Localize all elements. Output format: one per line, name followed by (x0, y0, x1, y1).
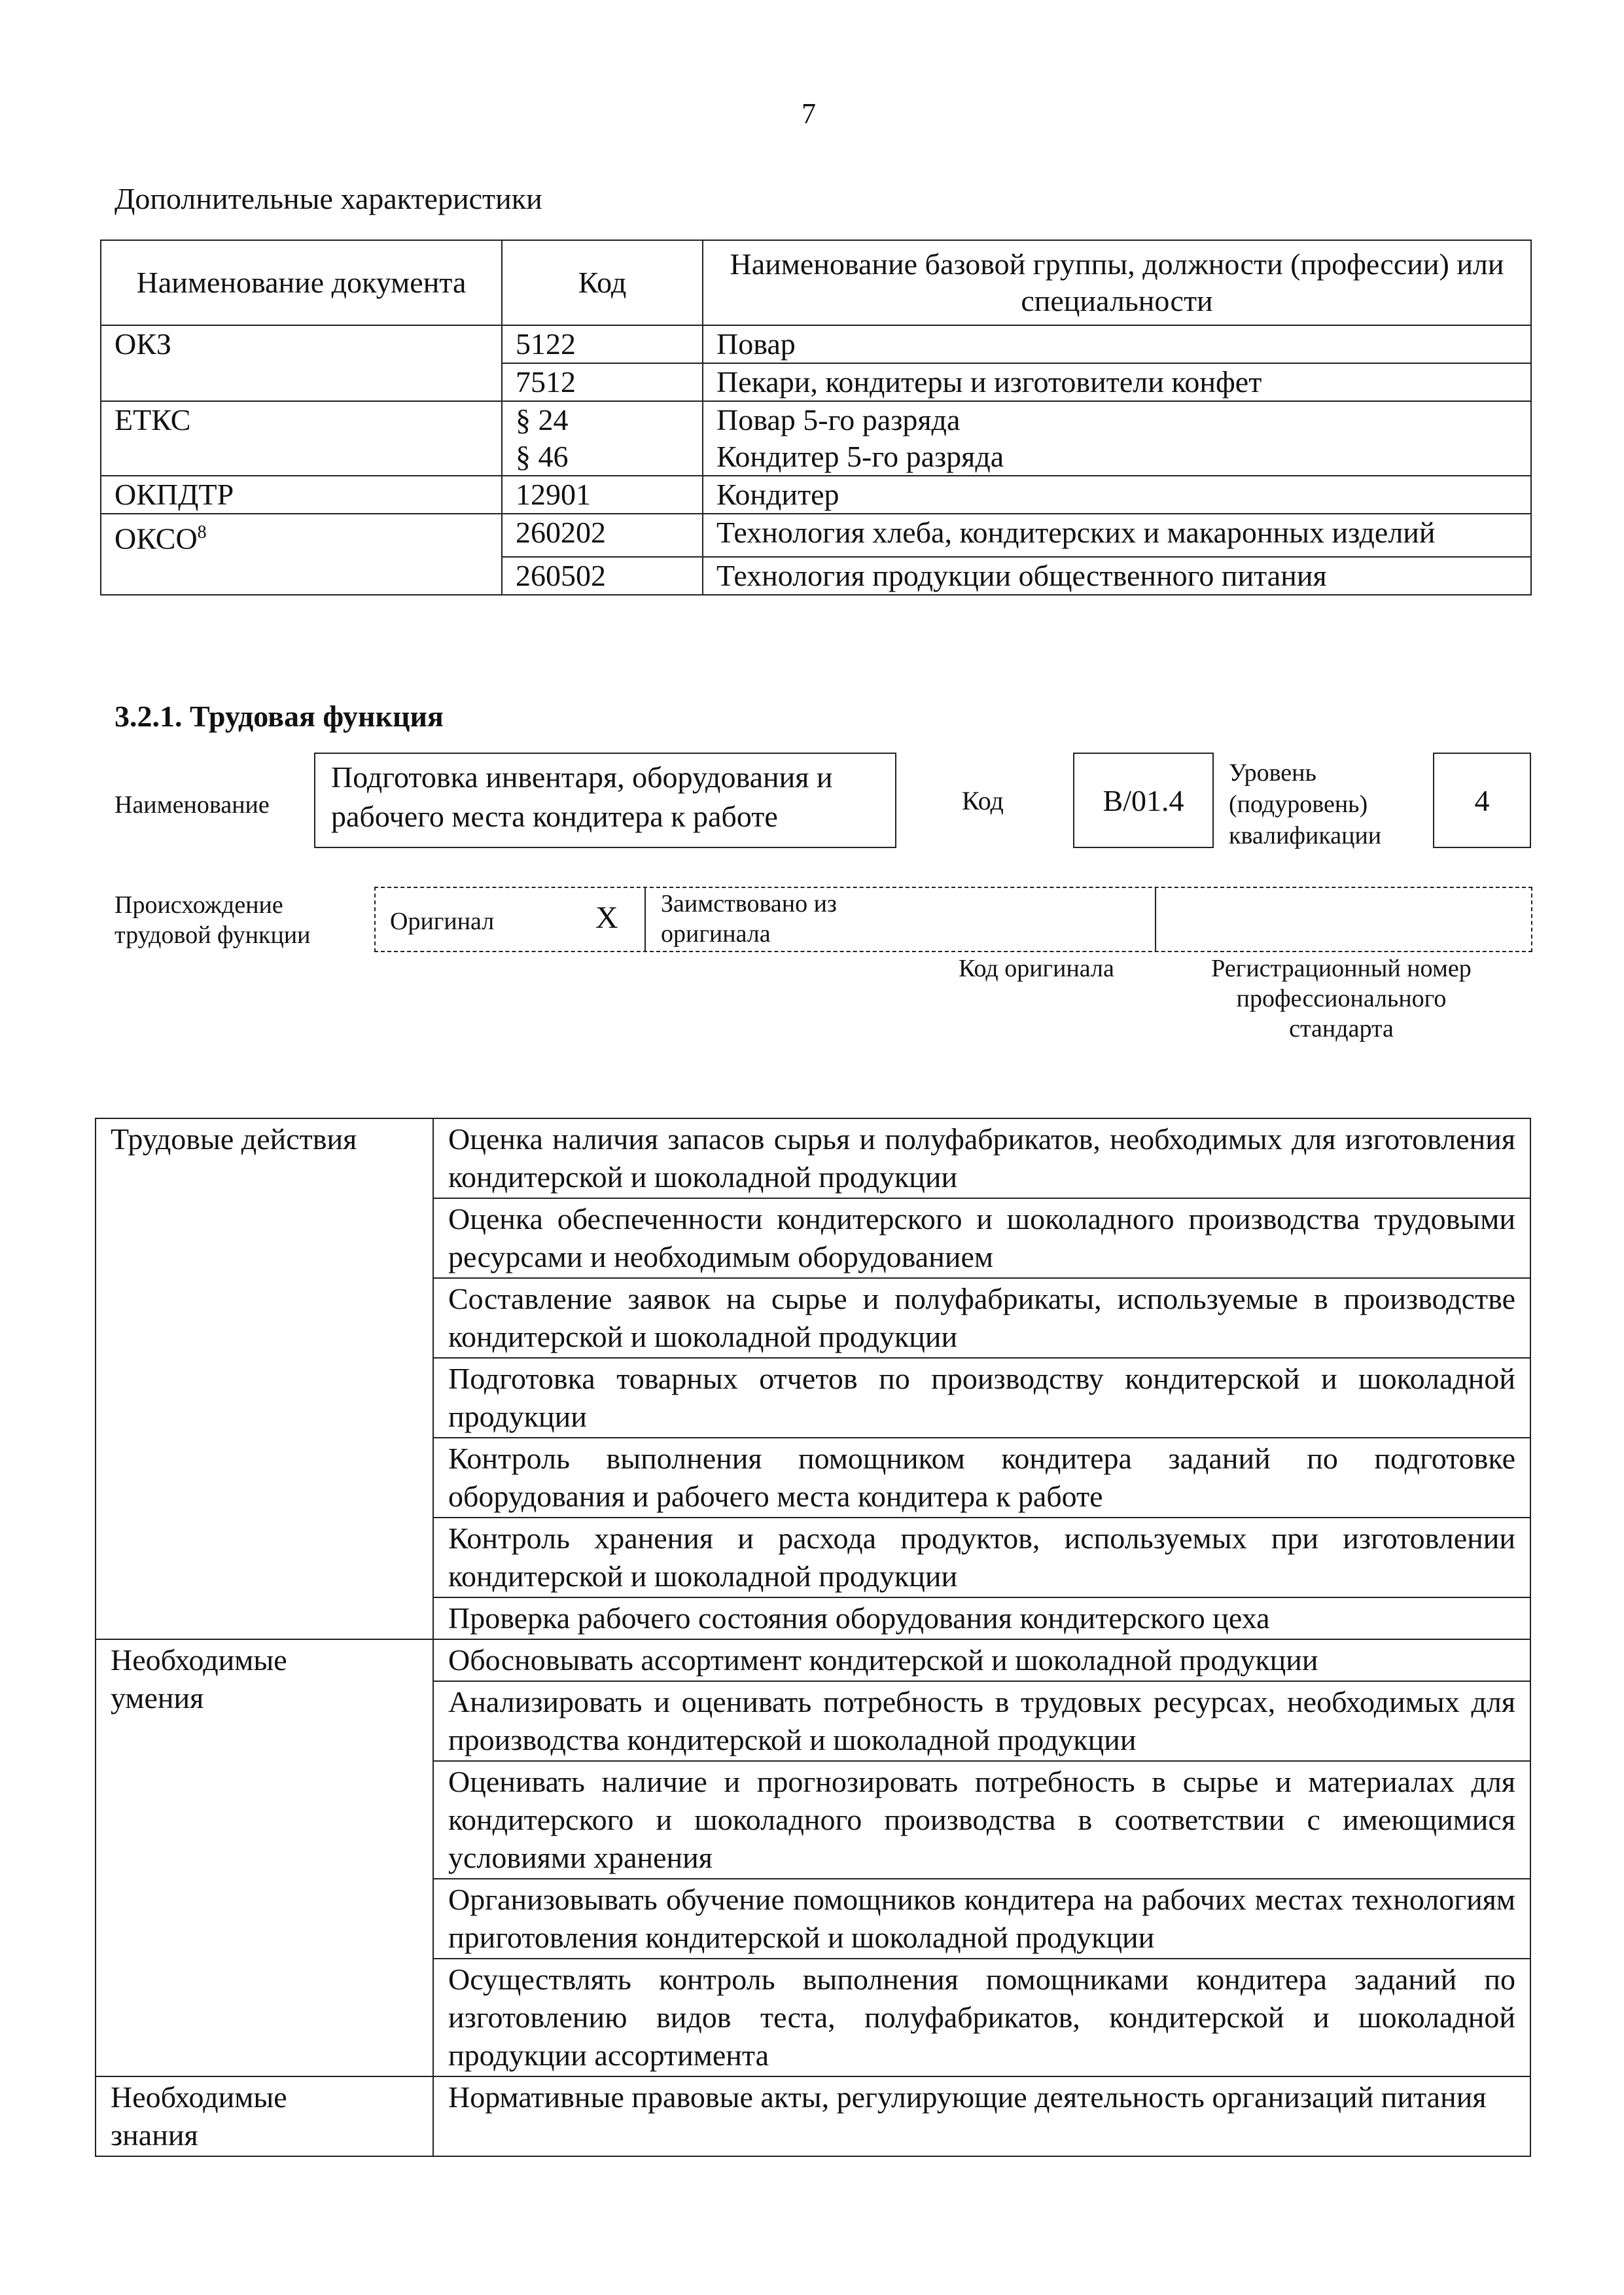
level-box (1433, 753, 1531, 848)
action-item: Составление заявок на сырье и полуфабрикаты, используемые в производстве кондитерской и шоколадной продукции (433, 1278, 1530, 1358)
cell-name (703, 401, 1531, 476)
cell-code: 7512 (502, 363, 703, 401)
table-row (101, 363, 1531, 401)
code-value: B/01.4 (1103, 783, 1184, 817)
table-row (101, 401, 1531, 476)
table-row (96, 2076, 1530, 2156)
header-doc: Наименование документа (101, 240, 502, 325)
knowledge-label-text: Необходимые знания (111, 2080, 287, 2152)
cell-code: 260202 (502, 514, 703, 557)
action-item: Проверка рабочего состояния оборудования кондитерского цеха (433, 1597, 1530, 1639)
cell-doc (101, 401, 502, 476)
cell-code: 260502 (502, 557, 703, 595)
original-label: Оригинал (390, 908, 495, 935)
level-value: 4 (1474, 783, 1490, 817)
cell-doc-text: ОКСО (115, 522, 198, 556)
cell-doc (101, 363, 502, 401)
origin-box (374, 887, 1532, 952)
borrowed-label: Заимствовано из оригинала (661, 890, 837, 948)
additional-title: Дополнительные характеристики (115, 182, 542, 215)
table-row (101, 514, 1531, 557)
skills-label (96, 1639, 433, 2076)
cell-code (502, 401, 703, 476)
cell-name: Технология хлеба, кондитерских и макаронных изделий (703, 514, 1531, 557)
table-row (101, 325, 1531, 363)
section-title: 3.2.1. Трудовая функция (115, 700, 444, 733)
reg-number-caption: Регистрационный номер профессионального стандарта (1211, 955, 1472, 1042)
cell-name: Технология продукции общественного питания (703, 557, 1531, 595)
table-row (101, 557, 1531, 595)
table-row (96, 1118, 1530, 1198)
actions-label (96, 1118, 433, 1639)
actions-label-text: Трудовые действия (111, 1122, 357, 1156)
skill-item: Осуществлять контроль выполнения помощниками кондитера заданий по изготовлению видов теста, полуфабрикатов, кондитерской и шоколадной продукции ассортимента (433, 1959, 1530, 2076)
function-name-box (314, 753, 896, 848)
knowledge-item: Нормативные правовые акты, регулирующие деятельность организаций питания (433, 2076, 1530, 2156)
name-label: Наименование (115, 791, 270, 819)
original-code-caption: Код оригинала (959, 955, 1114, 982)
header-name: Наименование базовой группы, должности (профессии) или специальности (703, 240, 1531, 325)
skill-item: Организовывать обучение помощников кондитера на рабочих местах технологиям приготовления кондитерской и шоколадной продукции (433, 1879, 1530, 1959)
cell-doc: ОКЗ (101, 325, 502, 363)
code-label: Код (962, 786, 1004, 815)
cell-name: Повар (703, 325, 1531, 363)
details-table (95, 1118, 1531, 2157)
table-header-row (101, 240, 1531, 325)
knowledge-label (96, 2076, 433, 2156)
footnote-mark: 8 (197, 522, 207, 543)
action-item: Контроль выполнения помощником кондитера заданий по подготовке оборудования и рабочего места кондитера к работе (433, 1438, 1530, 1518)
cell-doc-text: ЕТКС (115, 403, 191, 436)
skill-item: Оценивать наличие и прогнозировать потребность в сырье и материалах для кондитерского и шоколадного производства в соответствии с имеющимися условиями хранения (433, 1761, 1530, 1879)
code-box (1073, 753, 1214, 848)
action-item: Оценка наличия запасов сырья и полуфабрикатов, необходимых для изготовления кондитерской и шоколадной продукции (433, 1118, 1530, 1198)
code-line: § 24 (516, 403, 569, 436)
action-item: Подготовка товарных отчетов по производству кондитерской и шоколадной продукции (433, 1358, 1530, 1438)
cell-doc (101, 557, 502, 595)
divider (1155, 887, 1156, 952)
code-line: § 46 (516, 440, 569, 473)
origin-label: Происхождение трудовой функции (115, 891, 311, 949)
cell-doc: ОКПДТР (101, 476, 502, 514)
function-name: Подготовка инвентаря, оборудования и рабочего места кондитера к работе (331, 760, 833, 833)
table-row (96, 1639, 1530, 1681)
skill-item: Анализировать и оценивать потребность в трудовых ресурсах, необходимых для производства кондитерской и шоколадной продукции (433, 1681, 1530, 1761)
skill-item: Обосновывать ассортимент кондитерской и шоколадной продукции (433, 1639, 1530, 1681)
skills-label-text: Необходимые умения (111, 1643, 287, 1715)
page-number: 7 (802, 98, 816, 130)
header-code: Код (502, 240, 703, 325)
action-item: Оценка обеспеченности кондитерского и шоколадного производства трудовыми ресурсами и необходимым оборудованием (433, 1198, 1530, 1278)
name-line: Кондитер 5-го разряда (716, 440, 1004, 473)
name-line: Повар 5-го разряда (716, 403, 961, 436)
cell-code: 5122 (502, 325, 703, 363)
additional-table (100, 240, 1532, 596)
original-mark: X (595, 900, 618, 935)
divider (644, 887, 646, 952)
cell-doc (101, 514, 502, 557)
level-label: Уровень (подуровень) квалификации (1229, 759, 1382, 849)
table-row (101, 476, 1531, 514)
cell-code: 12901 (502, 476, 703, 514)
cell-name: Кондитер (703, 476, 1531, 514)
action-item: Контроль хранения и расхода продуктов, используемых при изготовлении кондитерской и шоколадной продукции (433, 1518, 1530, 1597)
cell-name: Пекари, кондитеры и изготовители конфет (703, 363, 1531, 401)
